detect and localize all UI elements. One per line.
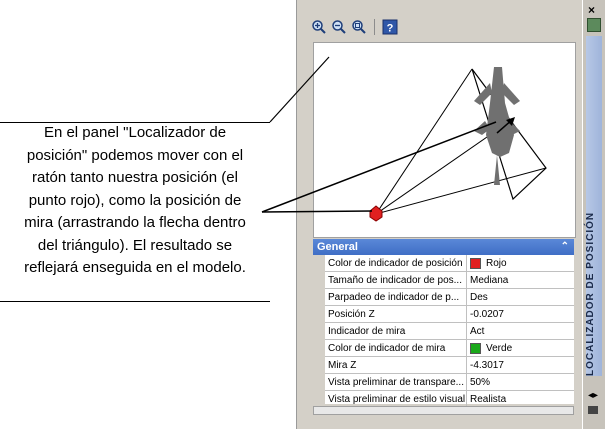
svg-text:?: ?: [386, 22, 394, 35]
property-name: Color de indicador de posición: [325, 255, 467, 272]
property-value[interactable]: -0.0207: [467, 306, 574, 323]
pointer-line-top: [270, 57, 329, 122]
callout-line: punto rojo), como la posición de: [28, 191, 242, 209]
callout-line: posición" podemos mover con el: [26, 146, 244, 164]
property-value[interactable]: Mediana: [467, 272, 574, 289]
property-name: Tamaño de indicador de pos...: [325, 272, 467, 289]
property-name: Vista preliminar de transpare...: [325, 374, 467, 391]
pointer-line-marker: [262, 211, 372, 212]
property-name: Posición Z: [325, 306, 467, 323]
property-value[interactable]: Realista: [467, 391, 574, 408]
callout-line: del triángulo). El resultado se: [37, 236, 233, 254]
property-name: Mira Z: [325, 357, 467, 374]
property-value[interactable]: Des: [467, 289, 574, 306]
pointer-line-arrow: [262, 122, 496, 212]
property-value[interactable]: -4.3017: [467, 357, 574, 374]
collapse-icon[interactable]: ⌃: [560, 241, 569, 252]
section-title: General: [317, 241, 358, 253]
property-name: Parpadeo de indicador de p...: [325, 289, 467, 306]
palette-title-text: LOCALIZADOR DE POSICIÓN: [585, 211, 596, 376]
callout-line: En el panel "Localizador de: [43, 124, 227, 141]
property-value[interactable]: 50%: [467, 374, 574, 391]
callout-line: reflejará enseguida en el modelo.: [24, 259, 246, 276]
property-value-text: Rojo: [486, 257, 507, 269]
callout-line: ratón tanto nuestra posición (el: [32, 169, 238, 186]
properties-menu-icon[interactable]: ◂▸: [588, 390, 599, 401]
property-value[interactable]: Act: [467, 323, 574, 340]
close-icon[interactable]: ×: [588, 3, 596, 17]
property-name: Indicador de mira: [325, 323, 467, 340]
callout-line: mira (arrastrando la flecha dentro: [24, 214, 246, 231]
property-name: Vista preliminar de estilo visual: [325, 391, 467, 408]
property-name: Color de indicador de mira: [325, 340, 467, 357]
property-value-text: Verde: [486, 342, 513, 354]
